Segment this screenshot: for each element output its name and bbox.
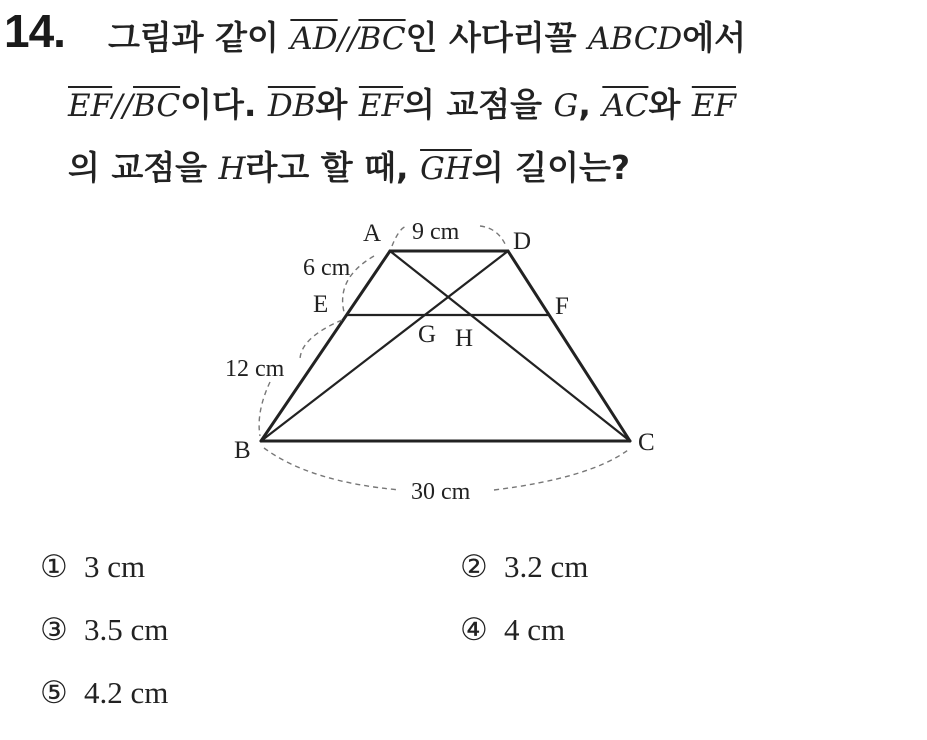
question-text: 의 교점을 [403,85,554,124]
choice-1-value: 3 cm [84,549,146,584]
question-text: 의 교점을 [68,148,219,187]
vertex-f-label: F [555,293,569,320]
choice-2-mark: ② [460,549,488,584]
vertex-b-label: B [234,437,251,464]
segment-dc-line [508,251,630,441]
point-g: G [553,88,579,124]
question-text: 인 사다리꼴 [405,18,588,57]
arc-bc [264,448,400,490]
segment-bc: $\overline{BC}$ [133,88,181,124]
question-text: 와 [648,85,692,124]
segment-ef: $\overline{EF}$ [691,88,736,124]
question-text: 의 길이는? [471,148,631,187]
segment-ac: $\overline{AC}$ [602,88,649,124]
question-number: 14. [4,5,65,57]
choice-5-mark: ⑤ [40,675,68,710]
measure-eb: 12 cm [225,356,285,382]
segment-ad: $\overline{AD}$ [290,21,338,57]
vertex-e-label: E [313,291,329,318]
choice-4[interactable] [460,612,565,648]
point-h: H [218,151,246,187]
measure-bc: 30 cm [411,479,471,505]
vertex-d-label: D [513,228,532,255]
measure-ae: 6 cm [303,255,351,281]
question-text: 와 [315,85,359,124]
choice-4-mark: ④ [460,612,488,647]
choice-2[interactable] [460,549,588,585]
choice-1[interactable] [40,549,145,585]
choice-1-mark: ① [40,549,68,584]
arc-ad [480,226,506,246]
segment-ef: $\overline{EF}$ [68,88,113,124]
point-h-label: H [455,325,474,352]
question-text: 그림과 같이 [108,18,291,57]
vertex-a-label: A [363,220,382,247]
choice-3[interactable] [40,612,168,648]
choice-2-value: 3.2 cm [504,549,589,584]
arc-bc [494,450,628,490]
question-text: , [578,85,603,124]
shape-abcd: ABCD [587,21,683,57]
arc-ad [392,226,408,246]
question-text: 이다. [180,85,268,124]
question-text: 에서 [682,18,747,57]
segment-ef: $\overline{EF}$ [358,88,404,124]
question-text: 라고 할 때, [245,148,421,187]
segment-gh: $\overline{GH}$ [420,151,472,187]
parallel-symbol: // [337,21,359,57]
vertex-c-label: C [638,429,655,456]
measure-ad: 9 cm [412,219,460,245]
point-g-label: G [418,321,437,348]
parallel-symbol: // [112,88,134,124]
segment-db: $\overline{DB}$ [267,88,316,124]
choice-3-value: 3.5 cm [84,612,169,647]
segment-bc: $\overline{BC}$ [358,21,406,57]
choice-3-mark: ③ [40,612,68,647]
choice-5[interactable] [40,675,168,711]
choice-4-value: 4 cm [504,612,566,647]
choice-5-value: 4.2 cm [84,675,169,710]
